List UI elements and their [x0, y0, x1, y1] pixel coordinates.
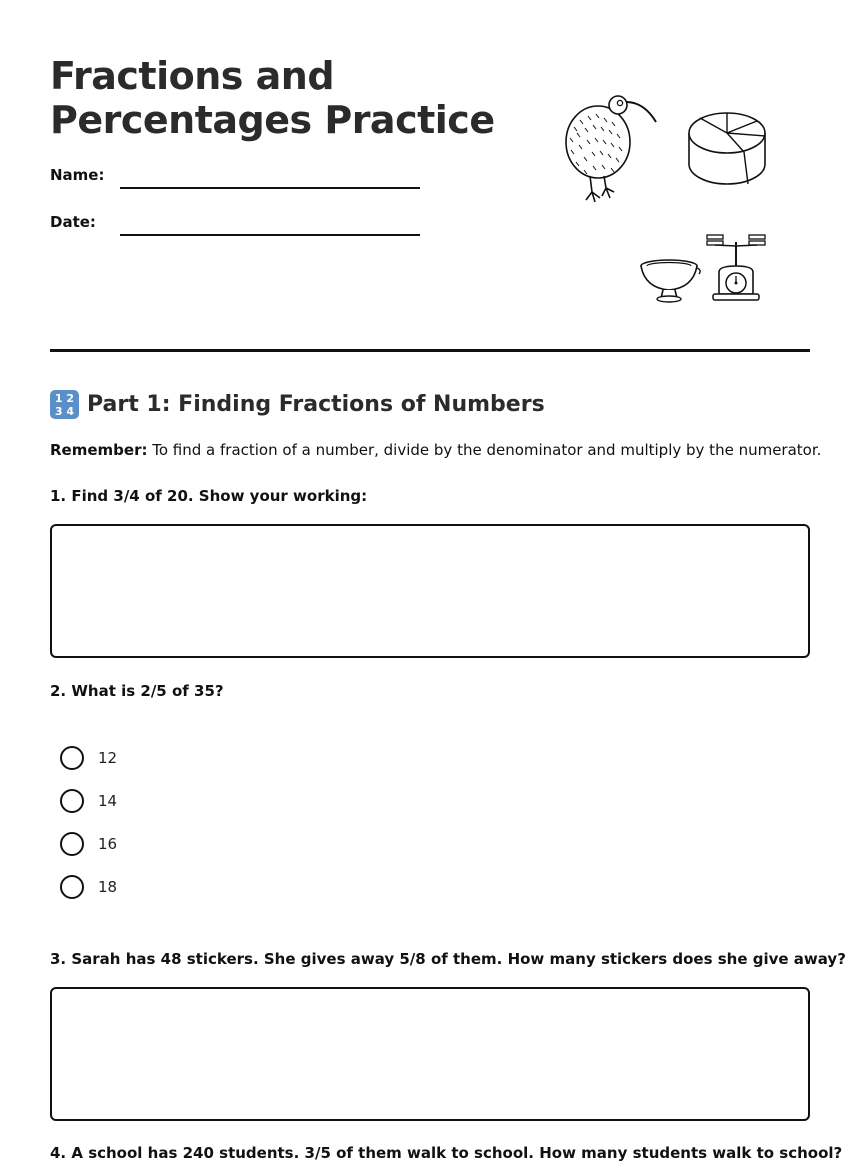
radio-button[interactable]: [60, 789, 84, 813]
bowl-icon: [639, 258, 703, 304]
option-label: 14: [98, 792, 118, 810]
radio-button[interactable]: [60, 832, 84, 856]
worksheet-page: [50, 0, 846, 1161]
question-1: 1. Find 3/4 of 20. Show your working:: [50, 487, 368, 505]
option-18[interactable]: [60, 875, 117, 899]
title-line-2: Percentages Practice: [50, 98, 495, 142]
radio-button[interactable]: [60, 746, 84, 770]
kitchen-scale-icon: [705, 232, 767, 304]
option-label: 12: [98, 749, 118, 767]
section-1-heading: [50, 388, 545, 420]
option-16[interactable]: [60, 832, 117, 856]
answer-box-3[interactable]: [50, 987, 810, 1121]
remember-note: [50, 441, 821, 459]
date-field[interactable]: [120, 234, 420, 236]
question-3: 3. Sarah has 48 stickers. She gives away 5/8 of them. How many stickers does she give away?: [50, 950, 846, 968]
header-divider: [50, 349, 810, 352]
name-field[interactable]: [120, 187, 420, 189]
option-label: 18: [98, 878, 118, 896]
radio-button[interactable]: [60, 875, 84, 899]
question-2: 2. What is 2/5 of 35?: [50, 682, 224, 700]
name-label: Name:: [50, 166, 105, 184]
kiwi-bird-icon: [562, 92, 662, 208]
cheese-wheel-icon: [686, 108, 768, 188]
option-14[interactable]: [60, 789, 117, 813]
title-line-1: Fractions and: [50, 54, 335, 98]
page-title: [50, 54, 520, 142]
remember-text: To find a fraction of a number, divide by the denominator and multiply by the numerator.: [147, 441, 822, 459]
section-1-title: Part 1: Finding Fractions of Numbers: [87, 391, 545, 417]
numbers-icon: 1 2 3 4: [50, 390, 79, 419]
option-12[interactable]: [60, 746, 117, 770]
option-label: 16: [98, 835, 118, 853]
remember-label: Remember:: [50, 441, 148, 459]
question-4: 4. A school has 240 students. 3/5 of them walk to school. How many students walk to school?: [50, 1144, 843, 1161]
date-label: Date:: [50, 213, 96, 231]
answer-box-1[interactable]: [50, 524, 810, 658]
